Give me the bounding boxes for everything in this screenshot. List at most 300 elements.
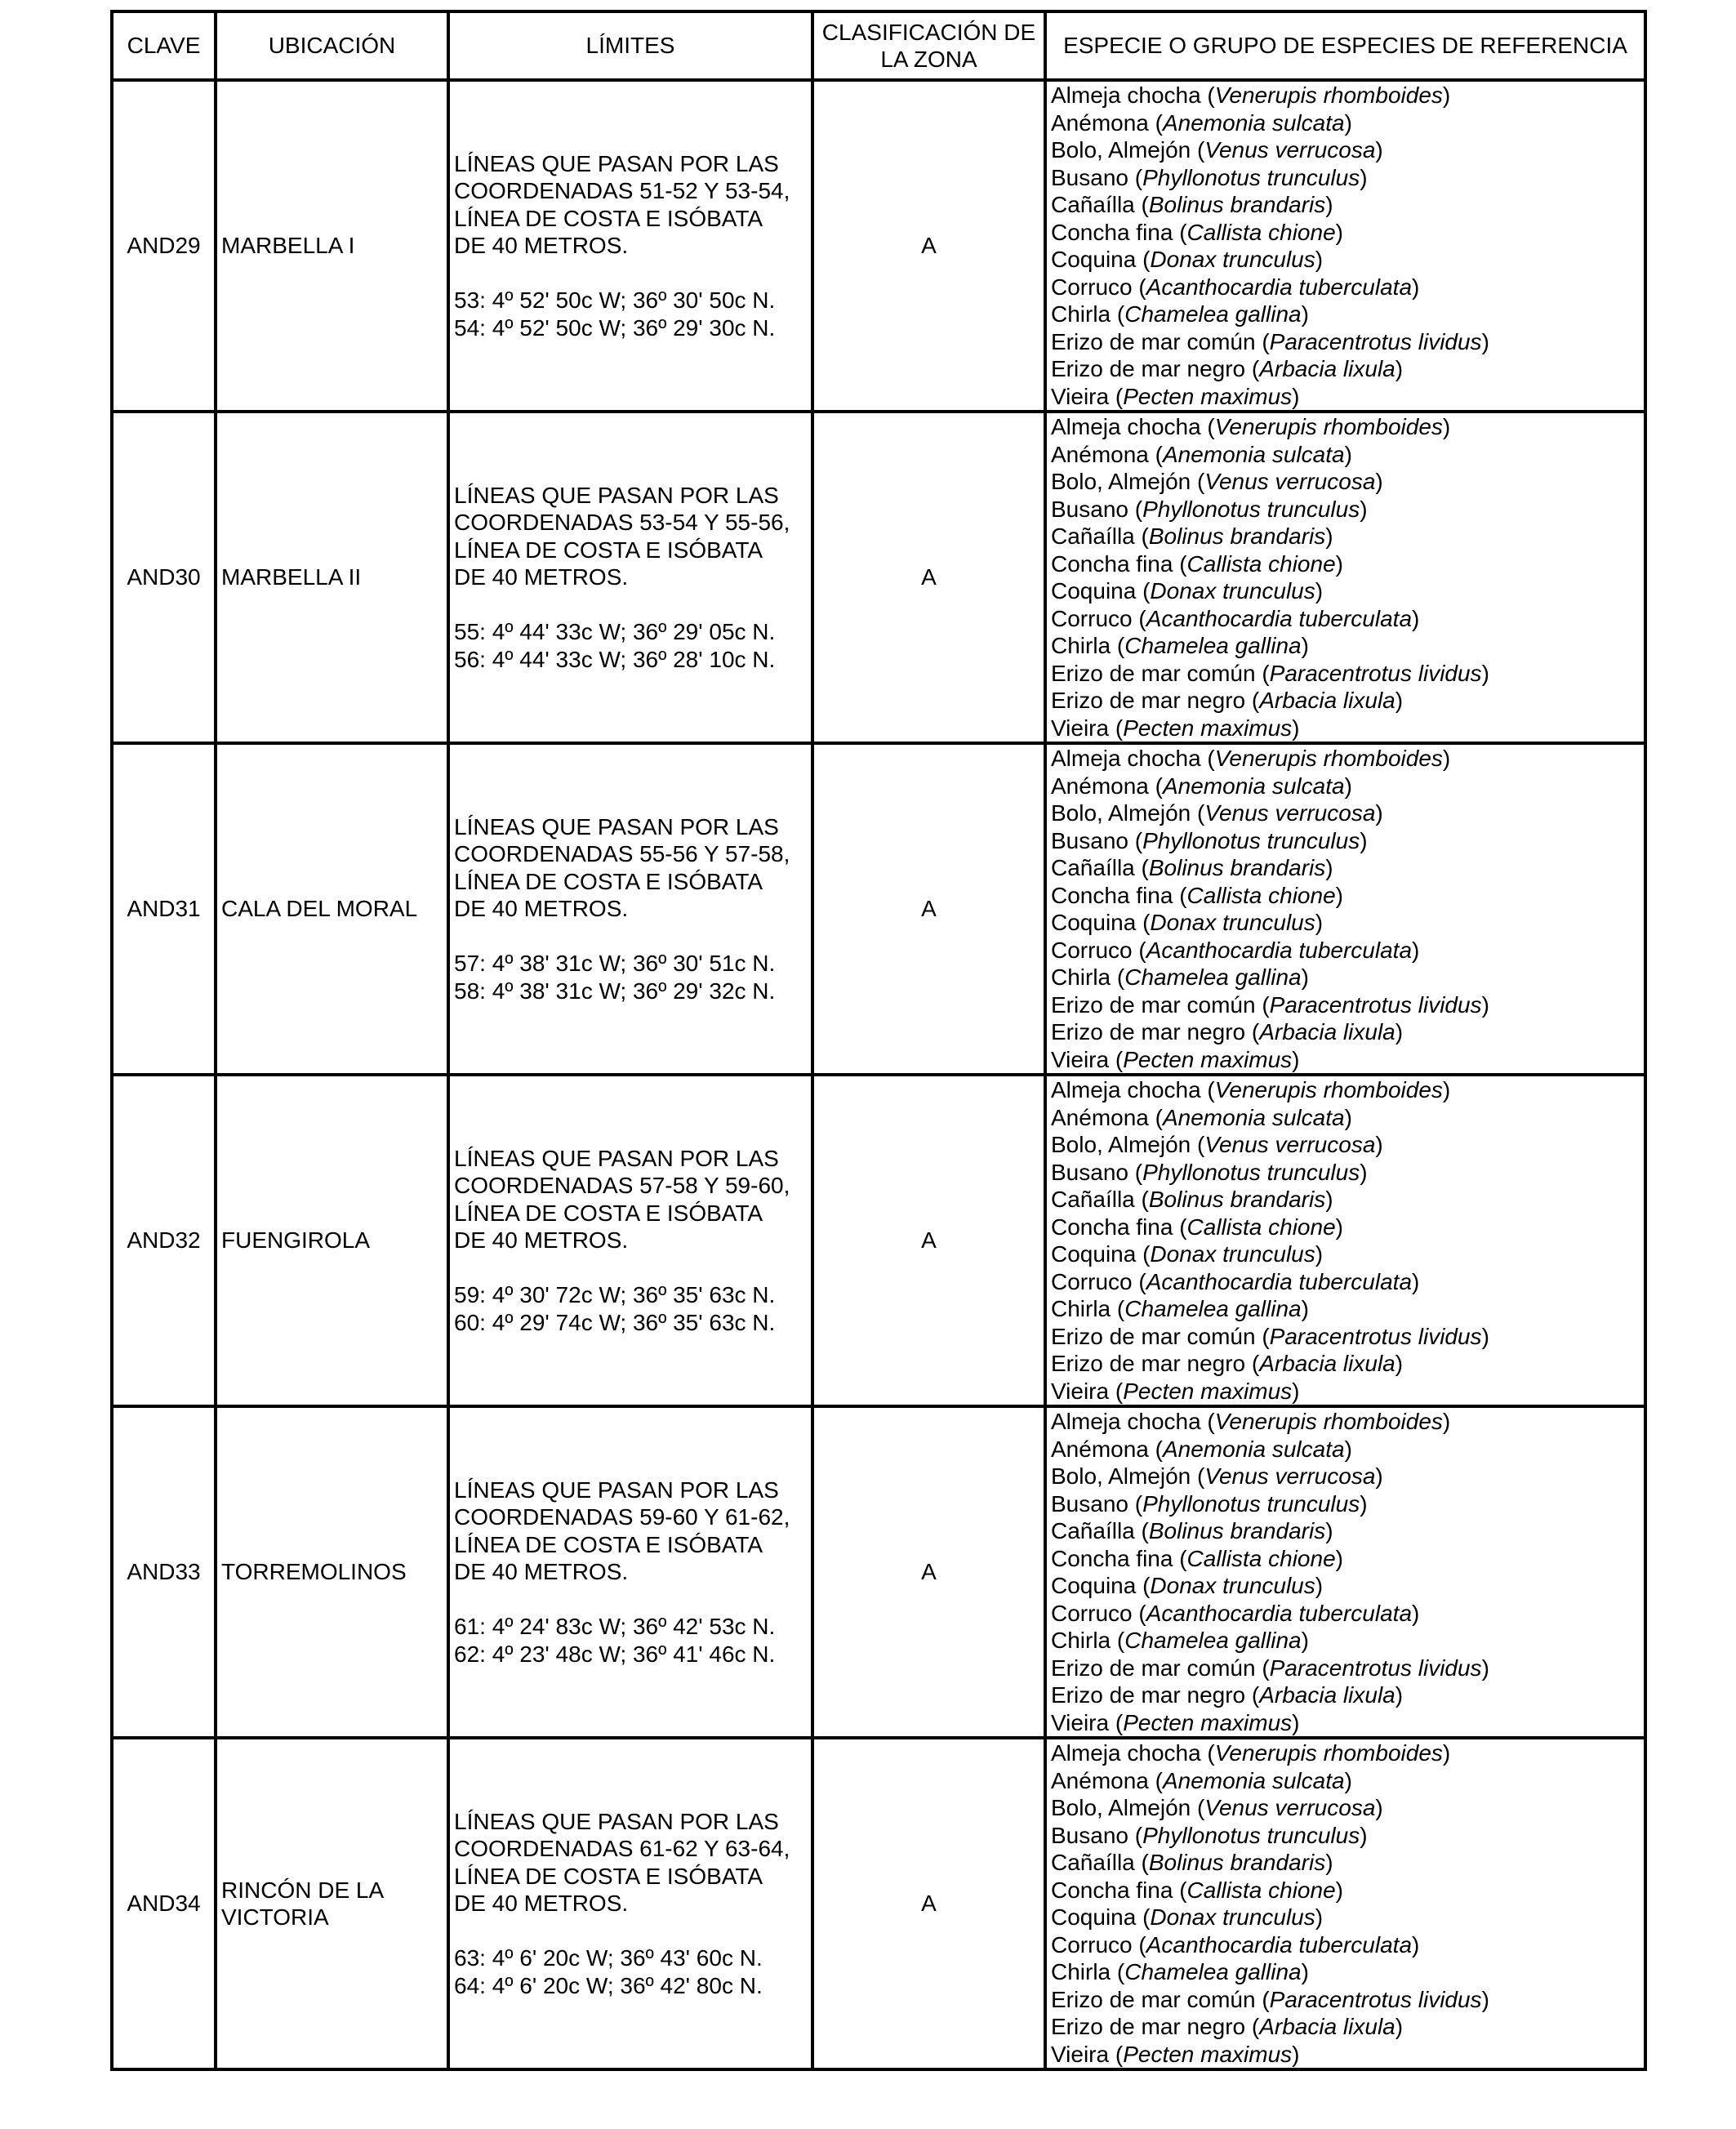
species-scientific-name: Acanthocardia tuberculata [1146, 274, 1413, 300]
paren-open: ( [1136, 910, 1151, 935]
header-ubicacion: UBICACIÓN [216, 11, 448, 80]
paren-open: ( [1134, 1518, 1149, 1543]
paren-open: ( [1191, 469, 1205, 494]
species-scientific-name: Anemonia sulcata [1162, 1436, 1345, 1462]
species-line [1051, 827, 1640, 855]
paren-close: ) [1344, 441, 1352, 467]
species-scientific-name: Venus verrucosa [1204, 137, 1376, 163]
paren-close: ) [1335, 219, 1343, 245]
species-scientific-name: Venus verrucosa [1204, 469, 1376, 494]
species-common-name: Corruco [1051, 1931, 1133, 1958]
species-line [1051, 1046, 1640, 1074]
species-common-name: Coquina [1051, 1573, 1137, 1598]
coordinate-line: 53: 4º 52' 50c W; 36º 30' 50c N. [454, 287, 776, 314]
paren-open: ( [1200, 1409, 1215, 1434]
paren-close: ) [1344, 1767, 1352, 1793]
species-common-name: Bolo, Almejón [1051, 1132, 1191, 1157]
paren-close: ) [1395, 2014, 1404, 2039]
species-common-name: Anémona [1051, 1767, 1149, 1793]
limites-line: DE 40 METROS. [454, 1559, 629, 1585]
species-line [1051, 1655, 1640, 1682]
species-common-name: Chirla [1051, 1959, 1111, 1984]
paren-open: ( [1191, 800, 1205, 826]
paren-close: ) [1360, 827, 1368, 853]
paren-open: ( [1111, 964, 1125, 990]
species-scientific-name: Arbacia lixula [1259, 1351, 1395, 1376]
species-scientific-name: Pecten maximus [1123, 715, 1293, 741]
paren-open: ( [1132, 937, 1146, 963]
species-scientific-name: Arbacia lixula [1259, 1682, 1395, 1708]
paren-close: ) [1395, 688, 1404, 713]
paren-close: ) [1335, 882, 1343, 908]
limites-line: LÍNEA DE COSTA E ISÓBATA [454, 537, 763, 563]
limites-spacer [454, 1254, 807, 1282]
paren-close: ) [1292, 1709, 1300, 1735]
species-line [1051, 1350, 1640, 1378]
species-line [1051, 246, 1640, 274]
species-common-name: Anémona [1051, 773, 1149, 799]
species-line [1051, 1436, 1640, 1463]
species-line [1051, 383, 1640, 411]
species-line [1051, 1268, 1640, 1296]
paren-close: ) [1481, 660, 1489, 686]
paren-open: ( [1134, 1850, 1149, 1875]
paren-close: ) [1335, 1877, 1343, 1903]
paren-open: ( [1148, 441, 1163, 467]
limites-line: LÍNEA DE COSTA E ISÓBATA [454, 205, 763, 231]
paren-open: ( [1128, 1822, 1143, 1848]
paren-close: ) [1325, 192, 1333, 217]
paren-close: ) [1315, 578, 1324, 604]
species-line [1051, 164, 1640, 192]
species-line [1051, 1240, 1640, 1268]
species-common-name: Corruco [1051, 1268, 1133, 1294]
species-line [1051, 1739, 1640, 1767]
paren-open: ( [1109, 383, 1124, 409]
paren-close: ) [1325, 1518, 1333, 1543]
species-line [1051, 355, 1640, 383]
paren-close: ) [1395, 1019, 1404, 1044]
species-common-name: Erizo de mar negro [1051, 1682, 1246, 1708]
paren-open: ( [1132, 1931, 1146, 1958]
limites-cell [448, 1406, 812, 1738]
ubicacion-cell: MARBELLA I [216, 80, 448, 412]
paren-open: ( [1136, 1573, 1151, 1598]
paren-open: ( [1134, 1187, 1149, 1212]
species-scientific-name: Acanthocardia tuberculata [1146, 937, 1413, 963]
species-line [1051, 1104, 1640, 1132]
coordinate-line: 63: 4º 6' 20c W; 36º 43' 60c N. [454, 1945, 763, 1971]
species-scientific-name: Callista chione [1186, 882, 1336, 908]
species-common-name: Cañaílla [1051, 1518, 1135, 1543]
species-line [1051, 882, 1640, 910]
species-line [1051, 191, 1640, 219]
species-common-name: Vieira [1051, 1378, 1110, 1404]
species-scientific-name: Venerupis rhomboides [1214, 82, 1443, 108]
clave-cell: AND32 [112, 1075, 216, 1406]
species-common-name: Concha fina [1051, 1545, 1173, 1571]
paren-open: ( [1132, 1268, 1146, 1294]
species-line [1051, 1600, 1640, 1628]
clasificacion-cell: A [812, 743, 1045, 1075]
clasificacion-cell: A [812, 1738, 1045, 2069]
species-line [1051, 109, 1640, 137]
limites-line: LÍNEAS QUE PASAN POR LAS [454, 150, 779, 176]
paren-open: ( [1109, 1378, 1124, 1404]
species-common-name: Busano [1051, 1490, 1128, 1517]
paren-open: ( [1255, 1986, 1270, 2012]
species-scientific-name: Venerupis rhomboides [1214, 1409, 1443, 1434]
species-line [1051, 1295, 1640, 1323]
paren-open: ( [1255, 660, 1270, 686]
clasificacion-cell: A [812, 80, 1045, 412]
species-common-name: Cañaílla [1051, 192, 1135, 217]
species-line [1051, 991, 1640, 1019]
species-scientific-name: Venus verrucosa [1204, 1463, 1376, 1489]
species-common-name: Corruco [1051, 274, 1133, 300]
species-scientific-name: Arbacia lixula [1259, 1019, 1395, 1044]
paren-close: ) [1481, 1655, 1489, 1681]
species-line [1051, 1986, 1640, 2014]
paren-open: ( [1148, 109, 1163, 136]
species-scientific-name: Donax trunculus [1150, 910, 1315, 935]
paren-close: ) [1481, 328, 1489, 354]
species-scientific-name: Callista chione [1186, 219, 1336, 245]
species-scientific-name: Donax trunculus [1150, 1904, 1315, 1930]
species-common-name: Vieira [1051, 1046, 1110, 1072]
species-line [1051, 605, 1640, 633]
limites-line: LÍNEA DE COSTA E ISÓBATA [454, 1531, 763, 1557]
paren-close: ) [1442, 1740, 1451, 1766]
paren-close: ) [1442, 82, 1451, 108]
paren-close: ) [1292, 1046, 1300, 1072]
species-scientific-name: Venus verrucosa [1204, 800, 1376, 826]
paren-open: ( [1148, 1436, 1163, 1462]
species-common-name: Anémona [1051, 109, 1149, 136]
especie-cell [1045, 80, 1645, 412]
limites-cell [448, 1738, 812, 2069]
species-scientific-name: Pecten maximus [1123, 1709, 1293, 1735]
species-scientific-name: Donax trunculus [1150, 247, 1315, 272]
species-line [1051, 550, 1640, 578]
paren-open: ( [1200, 1077, 1215, 1102]
species-scientific-name: Paracentrotus lividus [1269, 660, 1482, 686]
species-common-name: Erizo de mar común [1051, 1655, 1256, 1681]
ubicacion-cell: MARBELLA II [216, 412, 448, 743]
paren-close: ) [1315, 1904, 1324, 1930]
limites-cell [448, 1075, 812, 1406]
species-common-name: Almeja chocha [1051, 1740, 1201, 1766]
limites-line: LÍNEAS QUE PASAN POR LAS [454, 1808, 779, 1834]
species-line [1051, 1545, 1640, 1573]
limites-line: LÍNEAS QUE PASAN POR LAS [454, 1145, 779, 1171]
paren-open: ( [1173, 882, 1187, 908]
species-scientific-name: Bolinus brandaris [1148, 192, 1326, 217]
species-scientific-name: Phyllonotus trunculus [1142, 827, 1360, 853]
species-scientific-name: Callista chione [1186, 1214, 1336, 1240]
clave-cell: AND34 [112, 1738, 216, 2069]
species-common-name: Anémona [1051, 441, 1149, 467]
limites-line: LÍNEAS QUE PASAN POR LAS [454, 813, 779, 840]
limites-spacer [454, 1586, 807, 1614]
coordinate-line: 60: 4º 29' 74c W; 36º 35' 63c N. [454, 1309, 776, 1335]
coordinate-line: 54: 4º 52' 50c W; 36º 29' 30c N. [454, 314, 776, 341]
paren-close: ) [1375, 1795, 1383, 1820]
paren-close: ) [1301, 301, 1309, 327]
species-scientific-name: Callista chione [1186, 1545, 1336, 1571]
paren-close: ) [1442, 414, 1451, 439]
species-scientific-name: Arbacia lixula [1259, 356, 1395, 381]
limites-cell [448, 743, 812, 1075]
species-common-name: Concha fina [1051, 550, 1173, 577]
species-common-name: Coquina [1051, 1904, 1137, 1930]
species-common-name: Erizo de mar común [1051, 328, 1256, 354]
especie-cell [1045, 1738, 1645, 2069]
species-scientific-name: Paracentrotus lividus [1269, 1655, 1482, 1681]
species-line [1051, 799, 1640, 827]
paren-close: ) [1442, 1077, 1451, 1102]
table-row [112, 1738, 1645, 2069]
limites-spacer [454, 260, 807, 287]
species-scientific-name: Donax trunculus [1150, 578, 1315, 604]
paren-open: ( [1128, 164, 1143, 190]
species-line [1051, 1931, 1640, 1959]
paren-close: ) [1292, 2041, 1300, 2067]
paren-open: ( [1173, 550, 1187, 577]
paren-close: ) [1395, 1682, 1404, 1708]
species-line [1051, 523, 1640, 550]
species-scientific-name: Venus verrucosa [1204, 1132, 1376, 1157]
species-common-name: Bolo, Almejón [1051, 1795, 1191, 1820]
species-line [1051, 1131, 1640, 1159]
paren-open: ( [1245, 688, 1260, 713]
limites-line: DE 40 METROS. [454, 564, 629, 590]
species-common-name: Erizo de mar común [1051, 991, 1256, 1018]
species-line [1051, 577, 1640, 605]
paren-close: ) [1301, 633, 1309, 658]
species-line [1051, 2041, 1640, 2069]
paren-open: ( [1128, 1490, 1143, 1517]
paren-open: ( [1200, 1740, 1215, 1766]
paren-close: ) [1481, 991, 1489, 1018]
paren-open: ( [1111, 1296, 1125, 1321]
species-common-name: Bolo, Almejón [1051, 1463, 1191, 1489]
table-header [112, 11, 1645, 80]
species-common-name: Corruco [1051, 937, 1133, 963]
limites-line: LÍNEA DE COSTA E ISÓBATA [454, 1200, 763, 1226]
paren-open: ( [1255, 991, 1270, 1018]
species-common-name: Busano [1051, 164, 1128, 190]
species-common-name: Erizo de mar negro [1051, 356, 1246, 381]
paren-open: ( [1111, 301, 1125, 327]
species-scientific-name: Anemonia sulcata [1162, 1767, 1345, 1793]
paren-open: ( [1200, 746, 1215, 771]
species-scientific-name: Callista chione [1186, 1877, 1336, 1903]
paren-open: ( [1191, 137, 1205, 163]
species-line [1051, 219, 1640, 247]
species-line [1051, 909, 1640, 937]
species-common-name: Bolo, Almejón [1051, 469, 1191, 494]
table-row [112, 1406, 1645, 1738]
species-common-name: Bolo, Almejón [1051, 800, 1191, 826]
coordinate-line: 59: 4º 30' 72c W; 36º 35' 63c N. [454, 1282, 776, 1308]
paren-open: ( [1255, 1323, 1270, 1349]
paren-open: ( [1255, 1655, 1270, 1681]
species-common-name: Cañaílla [1051, 855, 1135, 880]
species-line [1051, 1159, 1640, 1187]
paren-open: ( [1148, 773, 1163, 799]
species-scientific-name: Donax trunculus [1150, 1573, 1315, 1598]
species-scientific-name: Anemonia sulcata [1162, 441, 1345, 467]
limites-line: COORDENADAS 59-60 Y 61-62, [454, 1504, 790, 1530]
coordinate-line: 58: 4º 38' 31c W; 36º 29' 32c N. [454, 978, 776, 1004]
paren-close: ) [1360, 496, 1368, 522]
limites-spacer [454, 1917, 807, 1945]
paren-open: ( [1173, 1877, 1187, 1903]
limites-line: DE 40 METROS. [454, 1891, 629, 1917]
species-line [1051, 328, 1640, 356]
species-common-name: Anémona [1051, 1104, 1149, 1130]
paren-close: ) [1292, 1378, 1300, 1404]
species-common-name: Busano [1051, 496, 1128, 522]
paren-close: ) [1375, 800, 1383, 826]
species-scientific-name: Chamelea gallina [1124, 301, 1302, 327]
paren-close: ) [1412, 1931, 1420, 1958]
paren-open: ( [1111, 633, 1125, 658]
species-scientific-name: Bolinus brandaris [1148, 1187, 1326, 1212]
species-common-name: Erizo de mar negro [1051, 688, 1246, 713]
species-scientific-name: Acanthocardia tuberculata [1146, 1268, 1413, 1294]
paren-open: ( [1109, 715, 1124, 741]
clasificacion-cell: A [812, 1406, 1045, 1738]
species-line [1051, 1958, 1640, 1986]
species-line [1051, 468, 1640, 496]
header-limites: LÍMITES [448, 11, 812, 80]
especie-cell [1045, 1075, 1645, 1406]
species-line [1051, 1794, 1640, 1822]
species-scientific-name: Phyllonotus trunculus [1142, 164, 1360, 190]
table-row [112, 80, 1645, 412]
species-line [1051, 1490, 1640, 1518]
species-line [1051, 1186, 1640, 1214]
species-scientific-name: Pecten maximus [1123, 1046, 1293, 1072]
species-scientific-name: Phyllonotus trunculus [1142, 496, 1360, 522]
paren-close: ) [1301, 964, 1309, 990]
ubicacion-cell: CALA DEL MORAL [216, 743, 448, 1075]
species-common-name: Vieira [1051, 715, 1110, 741]
limites-line: LÍNEA DE COSTA E ISÓBATA [454, 1863, 763, 1889]
species-line [1051, 1904, 1640, 1931]
clasificacion-cell: A [812, 412, 1045, 743]
paren-close: ) [1315, 910, 1324, 935]
species-line [1051, 1517, 1640, 1545]
species-line [1051, 1709, 1640, 1737]
species-scientific-name: Chamelea gallina [1124, 1628, 1302, 1653]
table-row [112, 1075, 1645, 1406]
species-scientific-name: Acanthocardia tuberculata [1146, 1600, 1413, 1626]
paren-open: ( [1109, 1046, 1124, 1072]
species-scientific-name: Anemonia sulcata [1162, 109, 1345, 136]
species-common-name: Anémona [1051, 1436, 1149, 1462]
species-scientific-name: Anemonia sulcata [1162, 1104, 1345, 1130]
header-especie: ESPECIE O GRUPO DE ESPECIES DE REFERENCIA [1045, 11, 1645, 80]
paren-open: ( [1132, 605, 1146, 631]
species-line [1051, 715, 1640, 742]
paren-open: ( [1136, 247, 1151, 272]
paren-open: ( [1255, 328, 1270, 354]
limites-cell [448, 80, 812, 412]
paren-close: ) [1412, 1268, 1420, 1294]
species-common-name: Erizo de mar común [1051, 1323, 1256, 1349]
species-common-name: Concha fina [1051, 1214, 1173, 1240]
paren-open: ( [1245, 356, 1260, 381]
limites-line: LÍNEAS QUE PASAN POR LAS [454, 1476, 779, 1503]
paren-close: ) [1481, 1986, 1489, 2012]
paren-open: ( [1109, 1709, 1124, 1735]
species-common-name: Almeja chocha [1051, 1077, 1201, 1102]
paren-open: ( [1111, 1959, 1125, 1984]
paren-close: ) [1481, 1323, 1489, 1349]
paren-close: ) [1315, 1241, 1324, 1267]
coordinate-line: 57: 4º 38' 31c W; 36º 30' 51c N. [454, 951, 776, 977]
species-line [1051, 937, 1640, 964]
limites-line: COORDENADAS 61-62 Y 63-64, [454, 1836, 790, 1862]
species-scientific-name: Arbacia lixula [1259, 688, 1395, 713]
species-line [1051, 1018, 1640, 1046]
limites-line: COORDENADAS 51-52 Y 53-54, [454, 178, 790, 204]
species-line [1051, 1214, 1640, 1241]
paren-open: ( [1173, 1214, 1187, 1240]
limites-line: LÍNEA DE COSTA E ISÓBATA [454, 868, 763, 894]
limites-spacer [454, 591, 807, 619]
species-common-name: Erizo de mar común [1051, 660, 1256, 686]
species-scientific-name: Venus verrucosa [1204, 1795, 1376, 1820]
species-common-name: Vieira [1051, 383, 1110, 409]
clave-cell: AND31 [112, 743, 216, 1075]
species-line [1051, 687, 1640, 715]
species-line [1051, 441, 1640, 469]
paren-close: ) [1412, 937, 1420, 963]
species-scientific-name: Bolinus brandaris [1148, 523, 1326, 549]
coordinate-line: 56: 4º 44' 33c W; 36º 28' 10c N. [454, 646, 776, 672]
species-common-name: Almeja chocha [1051, 82, 1201, 108]
paren-close: ) [1301, 1959, 1309, 1984]
paren-open: ( [1200, 82, 1215, 108]
paren-open: ( [1128, 827, 1143, 853]
species-scientific-name: Bolinus brandaris [1148, 855, 1326, 880]
species-scientific-name: Venerupis rhomboides [1214, 414, 1443, 439]
species-common-name: Concha fina [1051, 882, 1173, 908]
paren-open: ( [1136, 578, 1151, 604]
paren-close: ) [1360, 1822, 1368, 1848]
paren-close: ) [1325, 1850, 1333, 1875]
paren-open: ( [1245, 1351, 1260, 1376]
ubicacion-cell: FUENGIROLA [216, 1075, 448, 1406]
species-scientific-name: Acanthocardia tuberculata [1146, 605, 1413, 631]
species-common-name: Chirla [1051, 1628, 1111, 1653]
species-scientific-name: Chamelea gallina [1124, 633, 1302, 658]
species-scientific-name: Bolinus brandaris [1148, 1518, 1326, 1543]
clave-cell: AND29 [112, 80, 216, 412]
clasificacion-cell: A [812, 1075, 1045, 1406]
paren-close: ) [1325, 855, 1333, 880]
species-common-name: Almeja chocha [1051, 414, 1201, 439]
paren-open: ( [1173, 1545, 1187, 1571]
species-scientific-name: Paracentrotus lividus [1269, 328, 1482, 354]
species-common-name: Erizo de mar común [1051, 1986, 1256, 2012]
species-line [1051, 632, 1640, 660]
coordinate-line: 64: 4º 6' 20c W; 36º 42' 80c N. [454, 1972, 763, 1998]
